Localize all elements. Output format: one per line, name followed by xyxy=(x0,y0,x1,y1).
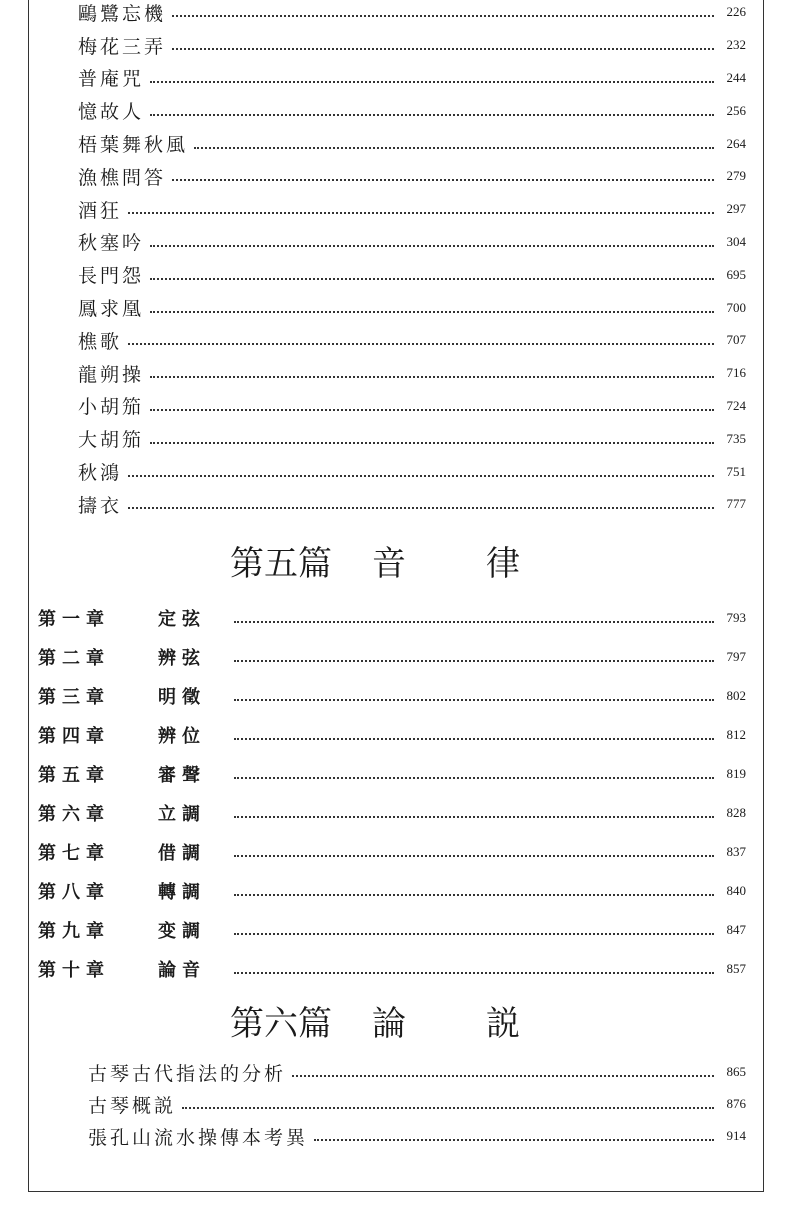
entry-title: 明徵 xyxy=(158,686,206,708)
chapter-number: 第四章 xyxy=(38,725,110,747)
part-title-char: 律 xyxy=(486,544,520,584)
toc-entry[interactable] xyxy=(0,1056,746,1088)
toc-entry[interactable] xyxy=(0,832,746,871)
dot-leader xyxy=(182,1107,714,1109)
dot-leader xyxy=(150,278,714,280)
page-number: 876 xyxy=(726,1096,746,1111)
page-number: 304 xyxy=(726,233,746,249)
dot-leader xyxy=(128,475,714,477)
page-number: 828 xyxy=(726,804,746,820)
part-number: 第六篇 xyxy=(230,1004,332,1044)
page-number: 797 xyxy=(726,648,746,664)
chapter-number: 第二章 xyxy=(38,647,110,669)
dot-leader xyxy=(234,816,714,818)
page-number: 819 xyxy=(726,765,746,781)
entry-title: 秋鴻 xyxy=(78,462,123,485)
dot-leader xyxy=(234,933,714,935)
page-number: 847 xyxy=(726,921,746,937)
chapter-number: 第九章 xyxy=(38,920,110,942)
page-number: 865 xyxy=(726,1064,746,1079)
entry-title: 樵歌 xyxy=(78,330,123,353)
toc-entry[interactable] xyxy=(0,0,746,29)
page-number: 244 xyxy=(726,69,746,85)
entry-title: 定弦 xyxy=(158,608,206,630)
toc-entry[interactable] xyxy=(0,637,746,676)
toc-entry[interactable] xyxy=(0,62,746,95)
toc-entry[interactable] xyxy=(0,127,746,160)
entry-title: 普庵咒 xyxy=(78,68,145,91)
chapter-number: 第八章 xyxy=(38,881,110,903)
entry-title: 審聲 xyxy=(158,764,206,786)
entry-title: 論音 xyxy=(158,959,206,981)
page-number: 264 xyxy=(726,135,746,151)
entry-title: 轉調 xyxy=(158,881,206,903)
dot-leader xyxy=(234,738,714,740)
entry-title: 辨弦 xyxy=(158,647,206,669)
dot-leader xyxy=(172,15,714,17)
toc-entry[interactable] xyxy=(0,676,746,715)
page-number: 802 xyxy=(726,687,746,703)
entry-title: 長門怨 xyxy=(78,265,145,288)
page-number: 812 xyxy=(726,726,746,742)
dot-leader xyxy=(150,442,714,444)
page-number: 777 xyxy=(726,496,746,512)
entry-title: 立調 xyxy=(158,803,206,825)
entry-title: 酒狂 xyxy=(78,199,123,222)
dot-leader xyxy=(150,81,714,83)
toc-section-part6 xyxy=(0,1056,790,1152)
toc-entry[interactable] xyxy=(0,598,746,637)
page-number: 735 xyxy=(726,430,746,446)
toc-entry[interactable] xyxy=(0,324,746,357)
page-number: 751 xyxy=(726,463,746,479)
entry-title: 借調 xyxy=(158,842,206,864)
page-number: 840 xyxy=(726,882,746,898)
dot-leader xyxy=(150,114,714,116)
chapter-number: 第三章 xyxy=(38,686,110,708)
toc-entry[interactable] xyxy=(0,94,746,127)
toc-entry[interactable] xyxy=(0,258,746,291)
chapter-number: 第六章 xyxy=(38,803,110,825)
toc-entry[interactable] xyxy=(0,1088,746,1120)
toc-entry[interactable] xyxy=(0,390,746,423)
part-title-char: 音 xyxy=(372,544,406,584)
page-number: 837 xyxy=(726,843,746,859)
part-title-char: 論 xyxy=(372,1004,406,1044)
toc-entry[interactable] xyxy=(0,949,746,988)
page-number: 256 xyxy=(726,102,746,118)
page-number: 232 xyxy=(726,37,746,53)
page-number: 707 xyxy=(726,332,746,348)
entry-title: 大胡笳 xyxy=(78,429,145,452)
entry-title: 古琴概説 xyxy=(88,1094,177,1117)
dot-leader xyxy=(128,507,714,509)
toc-entry[interactable] xyxy=(0,357,746,390)
toc-entry[interactable] xyxy=(0,871,746,910)
entry-title: 鷗鷺忘機 xyxy=(78,2,167,25)
dot-leader xyxy=(314,1139,714,1141)
dot-leader xyxy=(150,409,714,411)
page-number: 226 xyxy=(726,4,746,20)
chapter-number: 第五章 xyxy=(38,764,110,786)
entry-title: 擣衣 xyxy=(78,494,123,517)
entry-title: 小胡笳 xyxy=(78,396,145,419)
entry-title: 龍朔操 xyxy=(78,363,145,386)
part6-heading xyxy=(230,996,520,1045)
dot-leader xyxy=(234,855,714,857)
part-title-char: 説 xyxy=(486,1004,520,1044)
toc-entry[interactable] xyxy=(0,910,746,949)
entry-title: 鳳求凰 xyxy=(78,298,145,321)
toc-entry[interactable] xyxy=(0,160,746,193)
part-number: 第五篇 xyxy=(230,544,332,584)
toc-entry[interactable] xyxy=(0,715,746,754)
page-number: 297 xyxy=(726,201,746,217)
page-number: 914 xyxy=(726,1128,746,1143)
dot-leader xyxy=(292,1075,714,1077)
toc-section-part5 xyxy=(0,598,790,988)
entry-title: 梅花三弄 xyxy=(78,35,167,58)
dot-leader xyxy=(194,147,714,149)
page-number: 279 xyxy=(726,168,746,184)
toc-entry[interactable] xyxy=(0,1120,746,1152)
entry-title: 辨位 xyxy=(158,725,206,747)
toc-entry[interactable] xyxy=(0,488,746,521)
toc-entry[interactable] xyxy=(0,193,746,226)
page-number: 716 xyxy=(726,365,746,381)
entry-title: 古琴古代指法的分析 xyxy=(88,1062,287,1085)
dot-leader xyxy=(234,699,714,701)
part5-heading xyxy=(230,536,520,585)
toc-entry[interactable] xyxy=(0,29,746,62)
toc-section-pieces xyxy=(0,0,790,521)
dot-leader xyxy=(234,660,714,662)
dot-leader xyxy=(172,179,714,181)
page-number: 793 xyxy=(726,609,746,625)
toc-entry[interactable] xyxy=(0,455,746,488)
chapter-number: 第一章 xyxy=(38,608,110,630)
entry-title: 变調 xyxy=(158,920,206,942)
dot-leader xyxy=(234,894,714,896)
dot-leader xyxy=(234,621,714,623)
dot-leader xyxy=(234,972,714,974)
toc-entry[interactable] xyxy=(0,291,746,324)
dot-leader xyxy=(150,311,714,313)
page-number: 857 xyxy=(726,960,746,976)
page-number: 700 xyxy=(726,299,746,315)
chapter-number: 第十章 xyxy=(38,959,110,981)
entry-title: 秋塞吟 xyxy=(78,232,145,255)
dot-leader xyxy=(128,343,714,345)
dot-leader xyxy=(172,48,714,50)
toc-entry[interactable] xyxy=(0,754,746,793)
dot-leader xyxy=(128,212,714,214)
dot-leader xyxy=(150,245,714,247)
toc-entry[interactable] xyxy=(0,226,746,259)
toc-entry[interactable] xyxy=(0,422,746,455)
entry-title: 憶故人 xyxy=(78,101,145,124)
page-number: 695 xyxy=(726,266,746,282)
dot-leader xyxy=(234,777,714,779)
dot-leader xyxy=(150,376,714,378)
entry-title: 梧葉舞秋風 xyxy=(78,134,189,157)
entry-title: 漁樵問答 xyxy=(78,166,167,189)
entry-title: 張孔山流水操傳本考異 xyxy=(88,1126,309,1149)
toc-entry[interactable] xyxy=(0,793,746,832)
chapter-number: 第七章 xyxy=(38,842,110,864)
page-number: 724 xyxy=(726,397,746,413)
